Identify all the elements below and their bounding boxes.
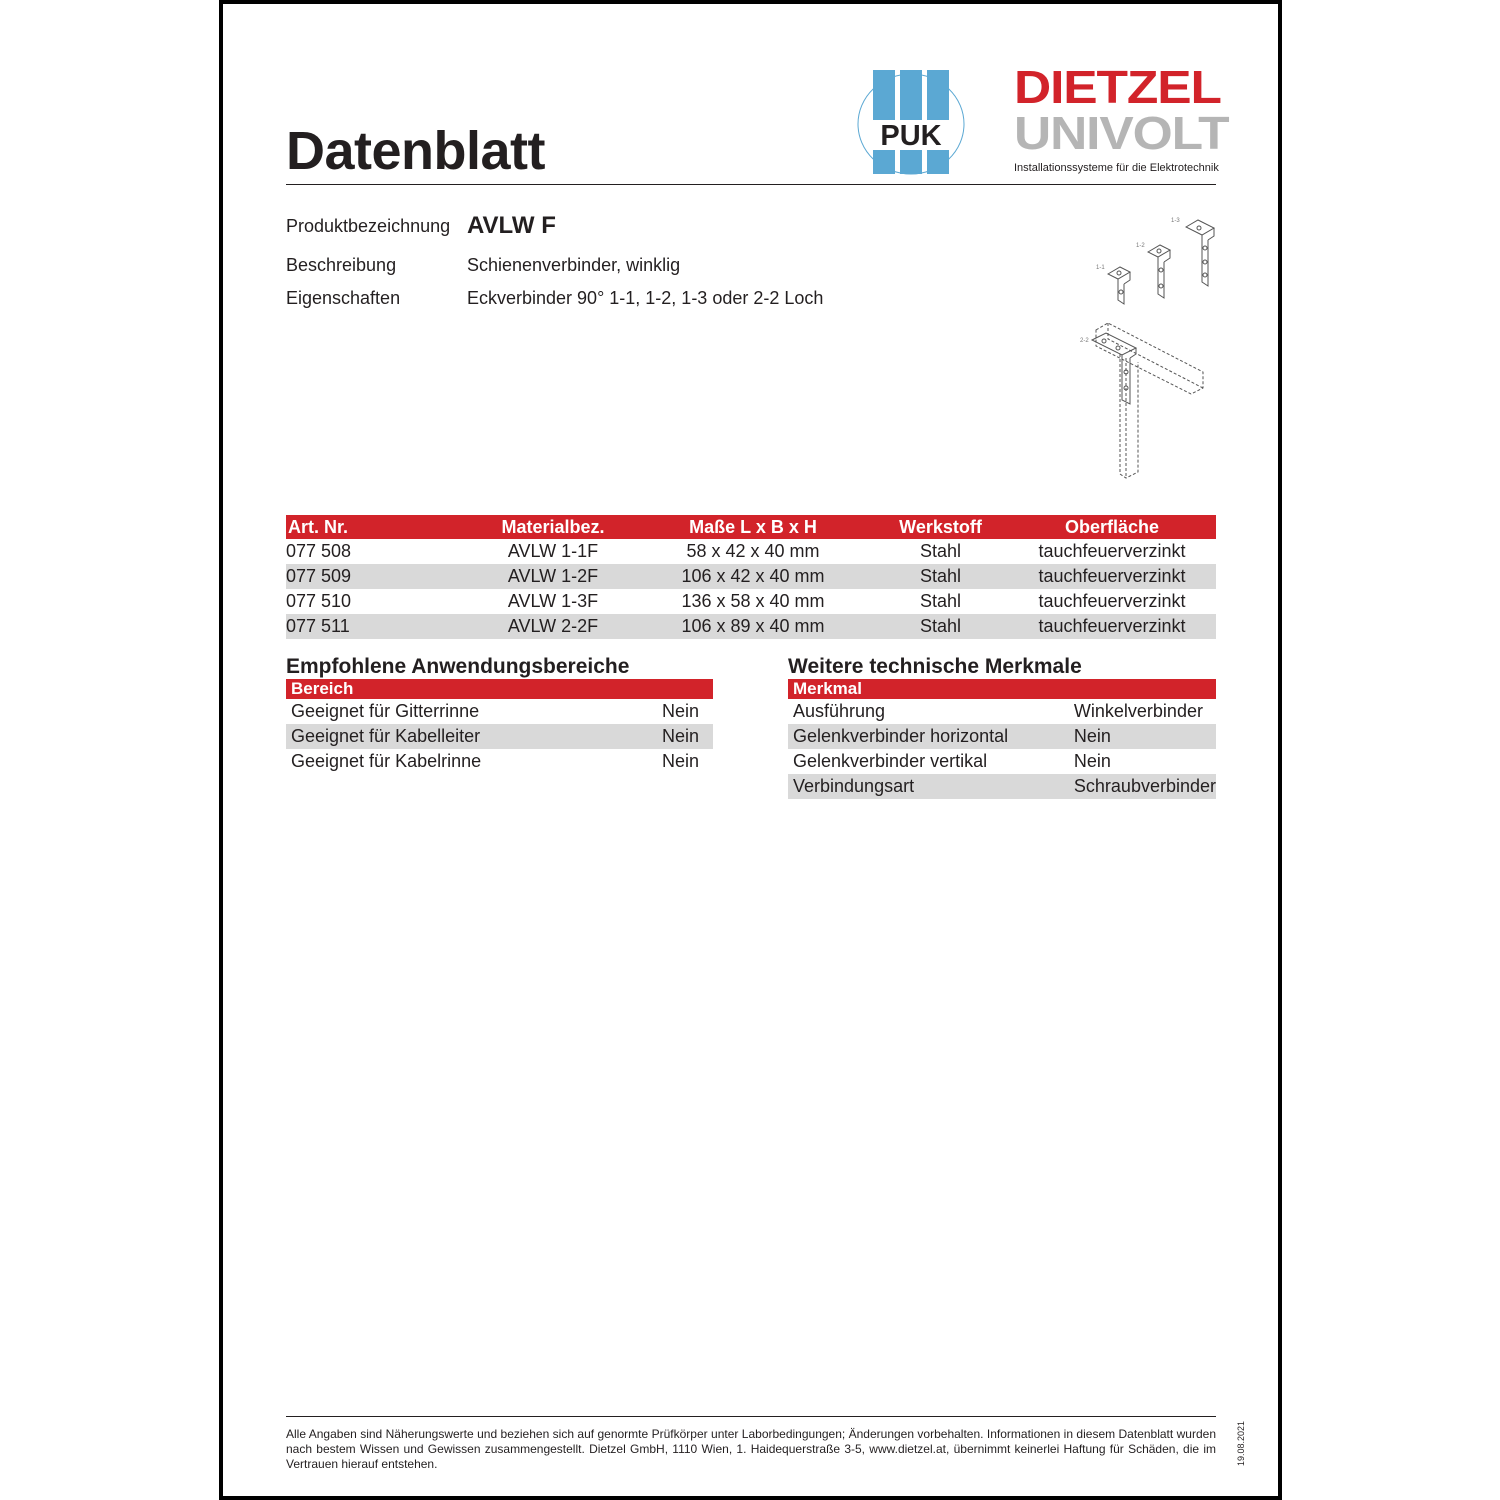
product-name-value: AVLW F [467, 212, 556, 239]
table-row [286, 589, 1216, 614]
table-row [286, 564, 1216, 589]
col-header-material: Materialbez. [473, 515, 633, 539]
properties-value: Eckverbinder 90° 1-1, 1-2, 1-3 oder 2-2 Loch [467, 288, 824, 308]
header-divider [286, 184, 1216, 185]
table-row [788, 724, 1216, 749]
feature-value: Schraubverbinder [1069, 774, 1216, 799]
cell-material: AVLW 1-3F [507, 591, 599, 611]
cell-werkstoff: Stahl [873, 564, 1008, 589]
bracket-1-1-drawing [1096, 265, 1130, 304]
cell-werkstoff: Stahl [873, 614, 1008, 639]
feature-value: Nein [1069, 724, 1216, 749]
col-header-dimensions: Maße L x B x H [633, 515, 873, 539]
application-label: Geeignet für Kabelleiter [286, 724, 657, 749]
features-title: Weitere technische Merkmale [788, 655, 1082, 678]
cell-oberflaeche: tauchfeuerverzinkt [1008, 564, 1216, 589]
cell-werkstoff: Stahl [919, 541, 962, 561]
puk-logo [856, 68, 966, 176]
col-header-werkstoff: Werkstoff [873, 515, 1008, 539]
applications-header: Bereich [286, 679, 713, 699]
applications-title: Empfohlene Anwendungsbereiche [286, 655, 630, 678]
puk-logo-text: PUK [880, 120, 942, 152]
table-row [286, 749, 713, 774]
feature-value: Winkelverbinder [1073, 701, 1203, 721]
cell-dimensions: 106 x 42 x 40 mm [633, 564, 873, 589]
cell-art-nr: 077 508 [286, 541, 352, 561]
footer-disclaimer: Alle Angaben sind Näherungswerte und beziehen sich auf genormte Prüfkörper unter Laborbedingungen; Änderungen vorbehalten. Informationen in diesem Datenblatt wurden nach bestem Wissen und Gewissen zusammengestellt. Dietzel GmbH, 1110 Wien, 1. Haidequerstraße 3-5, www.dietzel.at, übernimmt keinerlei Haftung für Schäden, die im Vertrauen hierauf entstehen. [286, 1427, 1216, 1471]
table-row [286, 724, 713, 749]
article-table-header [286, 515, 1216, 539]
application-label: Geeignet für Kabelrinne [291, 751, 482, 771]
feature-label: Gelenkverbinder horizontal [788, 724, 1069, 749]
footer-divider [286, 1416, 1216, 1417]
col-header-oberflaeche: Oberfläche [1008, 515, 1216, 539]
cell-art-nr: 077 510 [286, 591, 352, 611]
applications-table [286, 679, 713, 774]
description-label: Beschreibung [286, 255, 397, 275]
brand-logo-dietzel: DIETZEL [1014, 61, 1221, 113]
cell-dimensions: 136 x 58 x 40 mm [681, 591, 825, 611]
document-date: 19.08.2021 [1236, 1420, 1246, 1466]
description-value: Schienenverbinder, winklig [467, 255, 681, 275]
drawing-label-1-2: 1-2 [1136, 243, 1145, 249]
bracket-1-2-drawing [1136, 243, 1170, 298]
product-drawing [1068, 212, 1218, 487]
feature-label: Ausführung [793, 701, 886, 721]
table-row [286, 614, 1216, 639]
cell-art-nr: 077 511 [286, 614, 473, 639]
drawing-label-1-3: 1-3 [1171, 218, 1180, 224]
table-row [788, 749, 1216, 774]
features-table [788, 679, 1216, 799]
cell-oberflaeche: tauchfeuerverzinkt [1038, 591, 1186, 611]
drawing-label-2-2: 2-2 [1080, 338, 1089, 344]
cell-material: AVLW 1-2F [473, 564, 633, 589]
properties-label: Eigenschaften [286, 288, 401, 308]
feature-label: Gelenkverbinder vertikal [793, 751, 988, 771]
table-row [286, 539, 1216, 564]
brand-logo-univolt: UNIVOLT [1014, 107, 1229, 159]
page-title: Datenblatt [286, 121, 546, 181]
feature-label: Verbindungsart [788, 774, 1069, 799]
drawing-label-1-1: 1-1 [1096, 265, 1105, 271]
bracket-1-3-drawing [1171, 218, 1214, 286]
application-label: Geeignet für Gitterrinne [291, 701, 480, 721]
cell-material: AVLW 2-2F [473, 614, 633, 639]
brand-tagline: Installationssysteme für die Elektrotechnik [1014, 162, 1219, 174]
application-value: Nein [662, 701, 700, 721]
product-name-label: Produktbezeichnung [286, 216, 451, 236]
feature-value: Nein [1073, 751, 1111, 771]
cell-oberflaeche: tauchfeuerverzinkt [1008, 614, 1216, 639]
table-row [788, 774, 1216, 799]
article-table [286, 515, 1216, 639]
application-value: Nein [657, 724, 713, 749]
cell-werkstoff: Stahl [919, 591, 962, 611]
col-header-art-nr: Art. Nr. [286, 515, 473, 539]
features-header: Merkmal [788, 679, 1216, 699]
bracket-2-2-assembly-drawing [1080, 323, 1203, 478]
cell-oberflaeche: tauchfeuerverzinkt [1038, 541, 1186, 561]
application-value: Nein [662, 751, 700, 771]
cell-material: AVLW 1-1F [507, 541, 599, 561]
cell-dimensions: 58 x 42 x 40 mm [686, 541, 820, 561]
table-row [286, 699, 713, 724]
table-row [788, 699, 1216, 724]
cell-art-nr: 077 509 [286, 564, 473, 589]
cell-dimensions: 106 x 89 x 40 mm [633, 614, 873, 639]
